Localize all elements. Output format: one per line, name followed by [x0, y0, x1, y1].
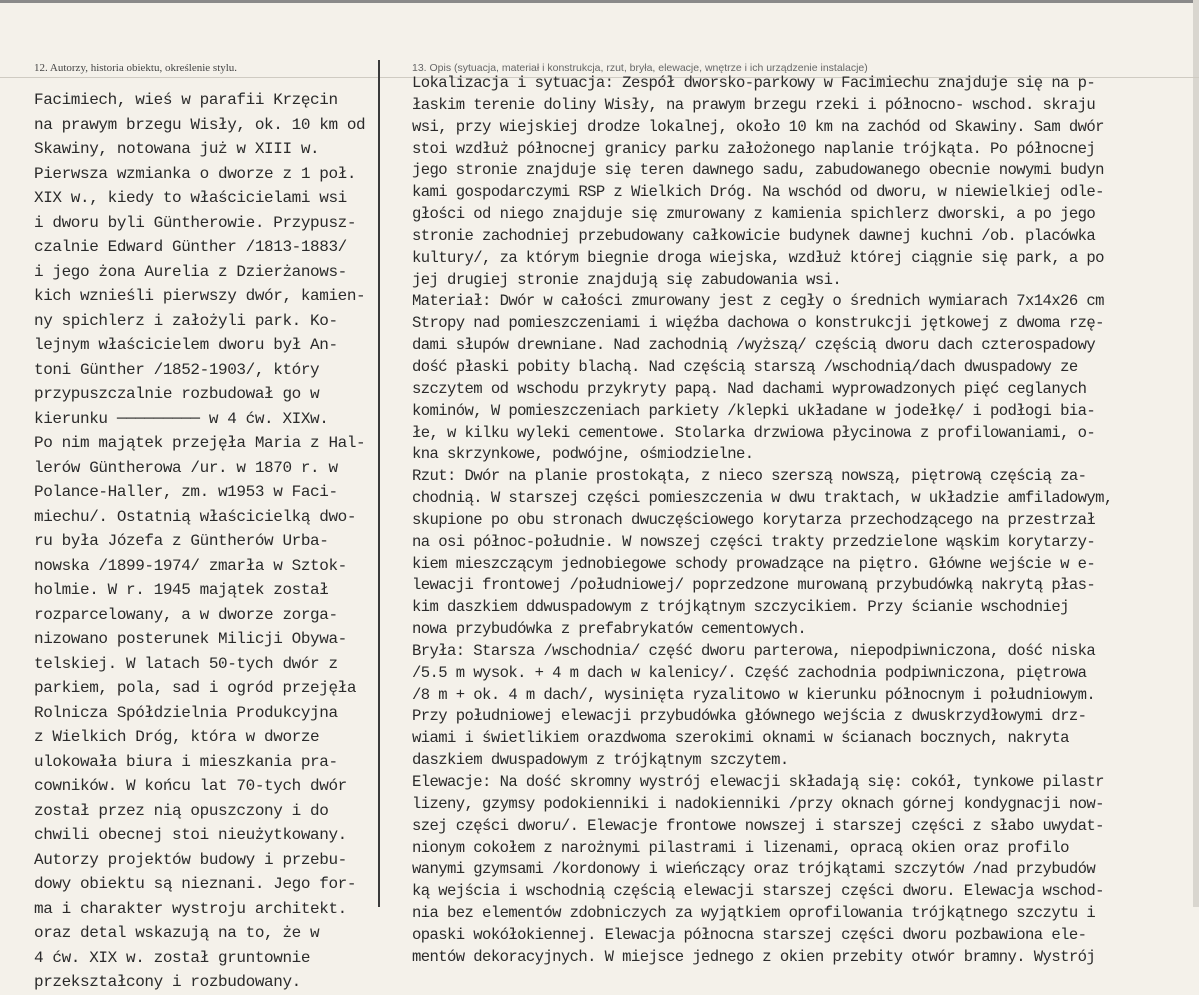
description-text-line: kna skrzynkowe, podwójne, ośmiodzielne. — [412, 445, 754, 464]
history-text-line: toni Günther /1852-1903/, który — [34, 360, 320, 379]
description-text-line: szczytem od wschodu przykryty papą. Nad dachami wyprowadzonych pięć ceglanych — [412, 379, 1087, 398]
description-text-line: nowa przybudówka z prefabrykatów cementowych. — [412, 620, 807, 639]
description-text-line: stronie zachodniej przebudowany całkowicie budynek dawnej kuchni /ob. placówka — [412, 226, 1096, 245]
history-text-line: nowska /1899-1974/ zmarła w Sztok- — [34, 556, 347, 575]
description-text-line: nia bez elementów zdobniczych za wyjątkiem oprofilowania trójkątnego szczytu i — [412, 904, 1096, 923]
history-text-line: i jego żona Aurelia z Dzierżanows- — [34, 262, 347, 281]
description-text-line: Stropy nad pomieszczeniami i więźba dachowa o konstrukcji jętkowej z dwoma rzę- — [412, 314, 1104, 333]
description-text-line: lizeny, gzymsy podokienniki i nadokienniki /przy oknach górnej kondygnacji now- — [412, 794, 1104, 813]
history-text-line: przekształcony i rozbudowany. — [34, 973, 301, 991]
description-text-line: jej drugiej stronie znajdują się zabudowania wsi. — [412, 270, 842, 289]
description-text-line: lewacji frontowej /południowej/ poprzedzone murowaną przybudówką nakrytą płas- — [412, 576, 1096, 595]
history-text-line: z Wielkich Dróg, która w dworze — [34, 728, 320, 746]
history-text-line: i dworu byli Güntherowie. Przypusz- — [34, 213, 357, 232]
description-text-line: skupione po obu stronach dwuczęściowego korytarza przechodzącego na przestrzał — [412, 510, 1096, 529]
description-text-line: Materiał: Dwór w całości zmurowany jest z cegły o średnich wymiarach 7x14x26 cm — [412, 292, 1104, 311]
history-text-line: oraz detal wskazują na to, że w — [34, 924, 320, 942]
history-text-column — [34, 88, 379, 995]
description-text-line: Bryła: Starsza /wschodnia/ część dworu parterowa, niepodpiwniczona, dość niska — [412, 641, 1096, 660]
history-text-line: Rolnicza Spółdzielnia Produkcyjna — [34, 703, 338, 722]
description-text-line: chodnią. W starszej części pomieszczenia w dwu traktach, w układzie amfiladowym, — [412, 489, 1113, 508]
history-text-line: parkiem, pola, sad i ogród przejęła — [34, 679, 357, 697]
history-text-line: cowników. W końcu lat 70-tych dwór — [34, 777, 347, 795]
description-text-line: kiem mieszczącym jednobiegowe schody prowadzące na piętro. Główne wejście w e- — [412, 554, 1096, 573]
history-text-line: Po nim majątek przejęła Maria z Hal- — [34, 434, 366, 452]
description-text-line: na osi północ-południe. W nowszej części trakty przedzielone wąskim korytarzy- — [412, 532, 1096, 551]
history-text-line: lejnym właścicielem dworu był An- — [34, 336, 338, 354]
description-text-line: dość płaski pobity blachą. Nad częścią starszą /wschodnią/dach dwuspadowy ze — [412, 357, 1078, 376]
description-text-line: stoi wzdłuż północnej granicy parku założonego naplanie trójkąta. Po północnej — [412, 139, 1096, 158]
description-text-line: /8 m + ok. 4 m dach/, wysinięta ryzalitowo w kierunku północnym i południowym. — [412, 685, 1096, 704]
right-column-header: 13. Opis (sytuacja, materiał i konstrukcja, rzut, bryła, elewacje, wnętrze i ich urządzenie instalacje) — [412, 62, 868, 74]
description-text-line: wanymi gzymsami /kordonowy i wieńczący oraz trójkątami szczytów /nad przybudów — [412, 860, 1096, 879]
description-text-line: szej części dworu/. Elewacje frontowe nowszej i starszej części z słabo uwydat- — [412, 816, 1104, 835]
history-text-line: ma i charakter wystroju architekt. — [34, 899, 347, 918]
description-text-line: mentów dekoracyjnych. W miejsce jednego z okien przebity otwór bramny. Wystrój — [412, 947, 1096, 966]
description-text-line: jego stronie znajduje się teren dawnego sadu, zabudowanego obecnie nowymi budyn — [412, 161, 1104, 180]
description-text-line: głości od niego znajduje się zmurowany z kamienia spichlerz dworski, a po jego — [412, 205, 1096, 224]
history-text-line: ru była Józefa z Güntherów Urba- — [34, 532, 329, 550]
description-text-line: Przy południowej elewacji przybudówka głównego wejścia z dwuskrzydłowymi drz- — [412, 707, 1087, 726]
description-text-line: Rzut: Dwór na planie prostokąta, z nieco szerszą nowszą, piętrową częścią za- — [412, 467, 1087, 486]
description-text-line: łe, w kilku wyleki cementowe. Stolarka drzwiowa płycinowa z profilowaniami, o- — [412, 423, 1096, 442]
history-text-line: ny spichlerz i założyli park. Ko- — [34, 311, 338, 330]
history-text-line: chwili obecnej stoi nieużytkowany. — [34, 826, 347, 844]
history-text-line: czalnie Edward Günther /1813-1883/ — [34, 238, 347, 256]
description-text-line: /5.5 m wysok. + 4 m dach w kalenicy/. Część zachodnia podpiwniczona, piętrowa — [412, 663, 1087, 682]
history-text-line: został przez nią opuszczony i do — [34, 801, 329, 820]
description-text-line: kultury/, za którym biegnie droga wiejska, wzdłuż której ciągnie się park, a po — [412, 248, 1104, 267]
history-text-line: Polance-Haller, zm. w1953 w Faci- — [34, 483, 338, 501]
history-text-line: na prawym brzegu Wisły, ok. 10 km od — [34, 115, 366, 134]
description-text-line: opaski wokółokiennej. Elewacja północna starszej części dworu pozbawiona ele- — [412, 925, 1087, 944]
history-text-line: XIX w., kiedy to właścicielami wsi — [34, 189, 347, 207]
top-border — [0, 0, 1199, 3]
description-text-line: Elewacje: Na dość skromny wystrój elewacji składają się: cokół, tynkowe pilastr — [412, 773, 1104, 791]
history-text-line: kierunku ───────── w 4 ćw. XIXw. — [34, 409, 329, 428]
history-text-line: holmie. W r. 1945 majątek został — [34, 581, 329, 599]
description-text-column — [412, 73, 1194, 969]
history-text-line: rozparcelowany, a w dworze zorga- — [34, 605, 338, 624]
history-text-line: Autorzy projektów budowy i przebu- — [34, 850, 347, 869]
description-text-line: kami gospodarczymi RSP z Wielkich Dróg. Na wschód od dworu, w niewielkiej odle- — [412, 183, 1104, 202]
description-text-line: wiami i świetlikiem orazdwoma szerokimi oknami w ścianach bocznych, nakryta — [412, 729, 1069, 748]
left-column-header: 12. Autorzy, historia obiektu, określenie stylu. — [34, 62, 238, 74]
history-text-line: telskiej. W latach 50-tych dwór z — [34, 654, 338, 673]
history-text-line: Pierwsza wzmianka o dworze z 1 poł. — [34, 164, 357, 183]
description-text-line: nionym cokołem z narożnymi pilastrami i lizenami, opracą okien oraz profilo — [412, 838, 1069, 857]
description-text-line: łaskim terenie doliny Wisły, na prawym brzegu rzeki i północno- wschod. skraju — [412, 95, 1096, 114]
history-text-line: dowy obiektu są nieznani. Jego for- — [34, 875, 357, 893]
description-text-line: kominów, W pomieszczeniach parkiety /klepki układane w jodełkę/ i podłogi bia- — [412, 401, 1096, 420]
description-text-line: dami słupów drewniane. Nad zachodnią /wyższą/ częścią dworu dach czterospadowy — [412, 336, 1096, 355]
history-text-line: nizowano posterunek Milicji Obywa- — [34, 630, 347, 648]
history-text-line: miechu/. Ostatnią właścicielką dwo- — [34, 507, 357, 526]
description-text-line: daszkiem dwuspadowym z trójkątnym szczytem. — [412, 751, 789, 770]
history-text-line: 4 ćw. XIX w. został gruntownie — [34, 948, 311, 967]
description-text-line: Lokalizacja i sytuacja: Zespół dworsko-parkowy w Facimiechu znajduje się na p- — [412, 74, 1096, 92]
history-text-line: lerów Güntherowa /ur. w 1870 r. w — [34, 458, 338, 477]
history-text-line: Facimiech, wieś w parafii Krzęcin — [34, 91, 338, 109]
history-text-line: Skawiny, notowana już w XIII w. — [34, 140, 320, 158]
description-text-line: wsi, przy wiejskiej drodze lokalnej, około 10 km na zachód od Skawiny. Sam dwór — [412, 117, 1104, 136]
description-text-line: ką wejścia i wschodnią częścią elewacji starszej części dworu. Elewacja wschod- — [412, 882, 1104, 901]
description-text-line: kim daszkiem ddwuspadowym z trójkątnym szczycikiem. Przy ścianie wschodniej — [412, 598, 1069, 617]
history-text-line: przypuszczalnie rozbudował go w — [34, 385, 320, 403]
history-text-line: kich wznieśli pierwszy dwór, kamien- — [34, 287, 366, 305]
history-text-line: ulokowała biura i mieszkania pra- — [34, 752, 338, 771]
